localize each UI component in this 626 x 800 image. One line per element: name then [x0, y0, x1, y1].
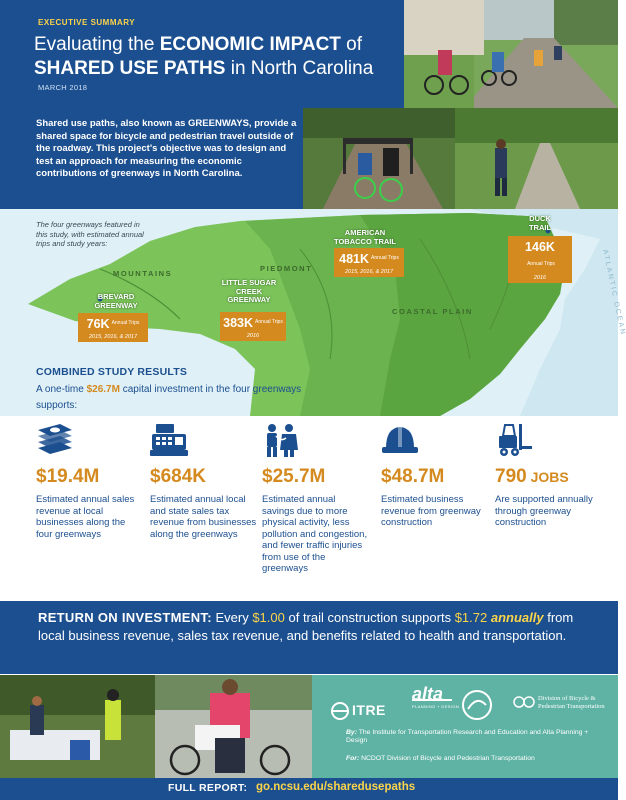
intro-text: Shared use paths, also known as GREENWAYS, provide a shared space for bicycle and pedestrian travel outside of the roadway. This project's objective was to design and test an approach for measuring the economic contributions of greenways in North Carolina.: [36, 118, 297, 180]
stat-value: [381, 466, 444, 488]
eyebrow-label: EXECUTIVE SUMMARY: [38, 18, 136, 27]
greenway-years: 2015, 2016, & 2017: [344, 269, 393, 275]
greenway-trips: 146K: [525, 239, 555, 254]
results-subtitle: [36, 382, 336, 414]
results-subtitle-text: capital investment in the four greenways supports:: [36, 384, 302, 411]
stat-jobs: [495, 422, 605, 528]
title-text: in North Carolina: [225, 58, 374, 79]
itre-logo: [332, 703, 348, 719]
credit-by: [346, 729, 608, 745]
stat-value: [262, 466, 325, 488]
greenway-name: AMERICAN TOBACCO TRAIL: [334, 228, 396, 246]
stat-unit: JOBS: [526, 469, 569, 485]
results-title: COMBINED STUDY RESULTS: [36, 366, 188, 378]
money-stack-icon: [36, 422, 74, 458]
greenway-years: 2015, 2016, & 2017: [88, 334, 137, 340]
stat-value: [36, 466, 99, 488]
title-bold: SHARED USE PATHS: [34, 58, 226, 79]
greenway-years: 2016: [246, 333, 260, 339]
doctor-patient-icon: [262, 422, 300, 458]
roi-annually: annually: [490, 610, 544, 625]
trips-unit: Annual Trips: [111, 320, 140, 327]
header-banner: [0, 0, 404, 108]
credit-by-text: The Institute for Transportation Research and Education and Alta Planning + Design: [346, 729, 589, 745]
title-bold: ECONOMIC IMPACT: [159, 34, 341, 55]
greenway-years: 2016: [533, 275, 547, 281]
alta-logo-text: alta: [412, 684, 444, 704]
roi-banner: [0, 601, 618, 674]
stat-description: Estimated annual savings due to more physical activity, less pollution and congestion, and fewer traffic injuries from use of the greenways: [262, 494, 368, 574]
photo-volunteers: [0, 675, 155, 778]
region-label-mountains: MOUNTAINS: [113, 269, 173, 278]
greenway-trips-badge: [220, 312, 286, 341]
greenway-trips: 76K: [86, 316, 110, 331]
stat-sales-tax: [150, 422, 260, 540]
greenway-name: DUCK TRAIL: [528, 214, 552, 232]
ncdot-seal-logo: [463, 691, 491, 719]
credit-for-text: NCDOT Division of Bicycle and Pedestrian Transportation: [361, 755, 535, 762]
title-text: of: [340, 34, 363, 55]
photo-walkers: [455, 108, 618, 209]
credit-by-label: By:: [346, 729, 357, 736]
roi-lead: RETURN ON INVESTMENT:: [38, 610, 212, 625]
greenway-trips: 383K: [223, 315, 254, 330]
greenway-trips: 481K: [339, 251, 370, 266]
roi-amount: $1.00: [252, 610, 285, 625]
stat-description: Estimated annual sales revenue at local businesses along the four greenways: [36, 494, 135, 540]
trips-unit: Annual Trips: [371, 255, 399, 262]
title-line-2: [34, 58, 373, 80]
greenway-name: LITTLE SUGAR CREEK GREENWAY: [221, 278, 277, 305]
greenway-name: BREVARD GREENWAY: [94, 292, 138, 310]
trips-unit: Annual Trips: [255, 319, 283, 326]
credit-for-label: For:: [346, 755, 360, 762]
results-subtitle-text: A one-time: [36, 384, 87, 395]
photo-cyclists: [404, 0, 618, 108]
region-label-coastal-plain: COASTAL PLAIN: [392, 307, 473, 316]
stat-description: Estimated business revenue from greenway construction: [381, 494, 481, 528]
stat-sales-revenue: [36, 422, 146, 540]
stat-number: $25.7M: [262, 466, 326, 487]
roi-amount: $1.72: [454, 610, 488, 625]
investment-amount: $26.7M: [86, 384, 120, 395]
stat-value: [495, 466, 569, 488]
photo-cyclist-reading: [155, 675, 312, 778]
cash-register-icon: [150, 422, 188, 458]
title-text: Evaluating the: [34, 34, 160, 55]
credit-for: [346, 755, 608, 763]
stat-description: Are supported annually through greenway construction: [495, 494, 593, 528]
stat-value: [150, 466, 206, 488]
publication-date: MARCH 2018: [38, 83, 88, 92]
footer-bar: [0, 778, 618, 800]
hard-hat-icon: [381, 422, 419, 458]
roi-text: from local business revenue, sales tax revenue, and benefits related to health and transportation.: [38, 610, 574, 643]
title-line-1: [34, 34, 362, 56]
stat-number: $684K: [150, 466, 206, 487]
greenway-trips-badge: [508, 236, 572, 283]
roi-text: Every: [211, 610, 253, 625]
intro-panel: [0, 108, 303, 209]
trips-unit: Annual Trips: [527, 261, 555, 268]
full-report-label: FULL REPORT:: [168, 782, 248, 794]
stat-number: $19.4M: [36, 466, 100, 487]
alta-logo-subtext: PLANNING + DESIGN: [412, 704, 460, 709]
stat-construction-revenue: [381, 422, 491, 528]
forklift-icon: [495, 422, 533, 458]
stat-description: Estimated annual local and state sales tax revenue from businesses along the greenways: [150, 494, 257, 540]
ocean-label: ATLANTIC OCEAN: [601, 249, 626, 337]
full-report-link[interactable]: go.ncsu.edu/sharedusepaths: [256, 781, 416, 793]
map-note: The four greenways featured in this study, with estimated annual trips and study years:: [36, 220, 144, 248]
greenway-trips-badge: [334, 248, 404, 277]
roi-text: of trail construction supports: [284, 610, 455, 625]
bike-ped-division-text: Division of Bicycle & Pedestrian Transportation: [538, 695, 605, 710]
itre-logo-text: ITRE: [352, 702, 386, 718]
stat-number: $48.7M: [381, 466, 445, 487]
roi-statement: [38, 609, 598, 644]
bike-ped-division-logo: [514, 697, 534, 707]
stat-number: 790: [495, 466, 527, 487]
photo-bridge-cyclists: [303, 108, 455, 209]
stat-health-savings: [262, 422, 372, 574]
greenway-trips-badge: [78, 313, 148, 342]
region-label-piedmont: PIEDMONT: [260, 264, 313, 273]
